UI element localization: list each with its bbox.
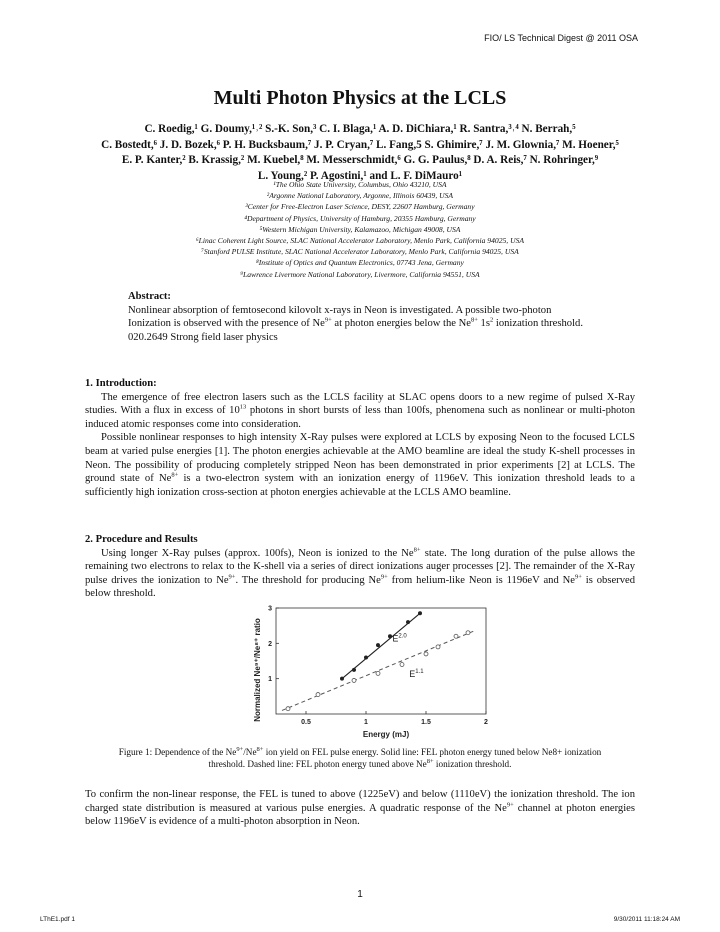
affiliation: ⁶Linac Coherent Light Source, SLAC National Accelerator Laboratory, Menlo Park, California 94025, USA bbox=[195, 236, 525, 246]
data-point-filled bbox=[340, 677, 344, 681]
abstract bbox=[128, 290, 596, 344]
author-line: L. Young,² P. Agostini,¹ and L. F. DiMauro¹ bbox=[257, 169, 463, 182]
data-point-filled bbox=[388, 634, 392, 638]
data-point-filled bbox=[406, 620, 410, 624]
y-tick-label: 1 bbox=[268, 676, 272, 684]
data-point-filled bbox=[418, 611, 422, 615]
author-line: C. Roedig,¹ G. Doumy,¹˒² S.-K. Son,³ C. I. Blaga,¹ A. D. DiChiara,¹ R. Santra,³˒⁴ N. Berrah,⁵ bbox=[144, 123, 576, 135]
procedure-section bbox=[85, 533, 635, 601]
affiliation: ²Argonne National Laboratory, Argonne, Illinois 60439, USA bbox=[266, 191, 454, 201]
page-number: 1 bbox=[357, 889, 363, 900]
data-point-open bbox=[352, 678, 356, 682]
data-point-open bbox=[286, 707, 290, 711]
dashed-fit-line bbox=[282, 631, 474, 711]
author-list bbox=[60, 122, 660, 184]
ocis-code: 020.2649 Strong field laser physics bbox=[128, 331, 278, 343]
y-tick-label: 3 bbox=[268, 605, 272, 613]
paragraph: To confirm the non-linear response, the FEL is tuned to above (1225eV) and below (1110eV) the ionization threshold. The ion charged state distribution is measured at various pulse energies. A quadratic response of the $Ne^{9+}$ channel at photon energies below 1196eV is evidence of a multi-photon absorption in Neon. bbox=[85, 789, 635, 828]
affiliation: ⁴Department of Physics, University of Hamburg, 20355 Hamburg, Germany bbox=[244, 213, 476, 223]
data-point-filled bbox=[352, 668, 356, 672]
data-point-open bbox=[400, 663, 404, 667]
paragraph: Possible nonlinear responses to high intensity X-Ray pulses were explored at LCLS by exposing Neon to the focused LCLS beam at varied pulse energies [1]. The photon energies achievable at the AMO beamline are ideal the study K-shell processes in Neon. The possibility of producing completely stripped Neon has been demonstrated in prior experiments [2] at LCLS. The ground state of $Ne^{8+}$ is a two-electron system with an ionization energy of 1196eV. This ionization threshold leads to a sufficiently high ionization cross-section at photon energies achievable at the LCLS AMO beamline. bbox=[85, 432, 635, 498]
x-tick-label: 1.5 bbox=[421, 719, 431, 726]
data-point-filled bbox=[364, 655, 368, 659]
section-heading: 1. Introduction: bbox=[85, 378, 157, 389]
ratio-chart bbox=[244, 604, 494, 740]
section-heading: 2. Procedure and Results bbox=[85, 534, 198, 545]
author-line: E. P. Kanter,² B. Krassig,² M. Kuebel,⁸ M. Messerschmidt,⁶ G. G. Paulus,⁸ D. A. Reis,⁷ N. Rohringer,⁹ bbox=[121, 154, 599, 167]
affiliation: ³Center for Free-Electron Laser Science, DESY, 22607 Hamburg, Germany bbox=[245, 202, 475, 212]
file-label: LThE1.pdf 1 bbox=[40, 916, 75, 923]
introduction-section bbox=[85, 377, 635, 499]
abstract-text: Nonlinear absorption of femtosecond kilovolt x-rays in Neon is investigated. A possible two-photon Ionization is observed with the presence of $Ne^{9+}$ at photon energies below the $Ne^{8+}$ $1s^2$ ionization threshold. bbox=[128, 304, 583, 329]
x-tick-label: 1 bbox=[364, 719, 368, 726]
plot-frame bbox=[276, 608, 486, 714]
affiliation: ⁹Lawrence Livermore National Laboratory, Livermore, California 94551, USA bbox=[240, 269, 480, 279]
print-timestamp: 9/30/2011 11:18:24 AM bbox=[613, 916, 680, 923]
paper-title: Multi Photon Physics at the LCLS bbox=[213, 87, 507, 109]
y-tick-label: 2 bbox=[268, 640, 272, 648]
y-axis-label: Normalized Ne⁹⁺/Ne⁸⁺ ratio bbox=[253, 618, 262, 722]
data-point-open bbox=[316, 693, 320, 697]
affiliation-list bbox=[100, 179, 620, 280]
digest-header: FIO/ LS Technical Digest @ 2011 OSA bbox=[484, 33, 638, 43]
x-tick-label: 2 bbox=[484, 719, 488, 726]
author-line: C. Bostedt,⁶ J. D. Bozek,⁶ P. H. Bucksbaum,⁷ J. P. Cryan,⁷ L. Fang,5 S. Ghimire,⁷ J. M. Glownia,⁷ M. Hoener,⁵ bbox=[101, 138, 619, 151]
x-tick-label: 0.5 bbox=[301, 719, 311, 726]
affiliation: ⁵Western Michigan University, Kalamazoo, Michigan 49008, USA bbox=[259, 224, 461, 234]
affiliation: ¹The Ohio State University, Columbus, Ohio 43210, USA bbox=[273, 180, 447, 189]
abstract-label: Abstract: bbox=[128, 291, 171, 302]
data-point-open bbox=[376, 671, 380, 675]
data-point-open bbox=[424, 652, 428, 656]
x-axis-label: Energy (mJ) bbox=[362, 730, 410, 739]
affiliation: ⁸Institute of Optics and Quantum Electronics, 07743 Jena, Germany bbox=[256, 258, 464, 268]
dashed-line-label: $E^{1.1}$ bbox=[409, 668, 424, 679]
solid-line-label: $E^{2.0}$ bbox=[392, 633, 407, 644]
conclusion-section bbox=[85, 788, 635, 829]
figure-caption: Figure 1: Dependence of the $Ne^{9+}/Ne^{8+}$ ion yield on FEL pulse energy. Solid line: FEL photon energy tuned below Ne8+ ionization threshold. Dashed line: FEL photon energy tuned above $Ne^{8+}$ ionization threshold. bbox=[118, 745, 602, 769]
data-point-filled bbox=[376, 643, 380, 647]
data-point-open bbox=[466, 631, 470, 635]
data-point-open bbox=[454, 634, 458, 638]
data-point-open bbox=[436, 645, 440, 649]
affiliation: ⁷Stanford PULSE Institute, SLAC National Accelerator Laboratory, Menlo Park, California 94025, USA bbox=[201, 247, 519, 257]
paragraph: The emergence of free electron lasers such as the LCLS facility at SLAC opens doors to a new regime of pulsed X-Ray studies. With a flux in excess of $10^{13}$ photons in short bursts of less than 100fs, phenomena such as nonlinear or multi-photon induced atomic responses come into consideration. bbox=[85, 391, 635, 430]
figure-1 bbox=[244, 604, 494, 745]
paragraph: Using longer X-Ray pulses (approx. 100fs), Neon is ionized to the $Ne^{8+}$ state. The long duration of the pulse allows the remaining two electrons to relax to the K-shell via a series of direct ionizations auger processes [2]. The remainder of the X-Ray pulse drives the ionization to $Ne^{9+}$. The threshold for producing $Ne^{9+}$ from helium-like Neon is 1196eV and $Ne^{9+}$ is observed below threshold. bbox=[85, 546, 635, 600]
